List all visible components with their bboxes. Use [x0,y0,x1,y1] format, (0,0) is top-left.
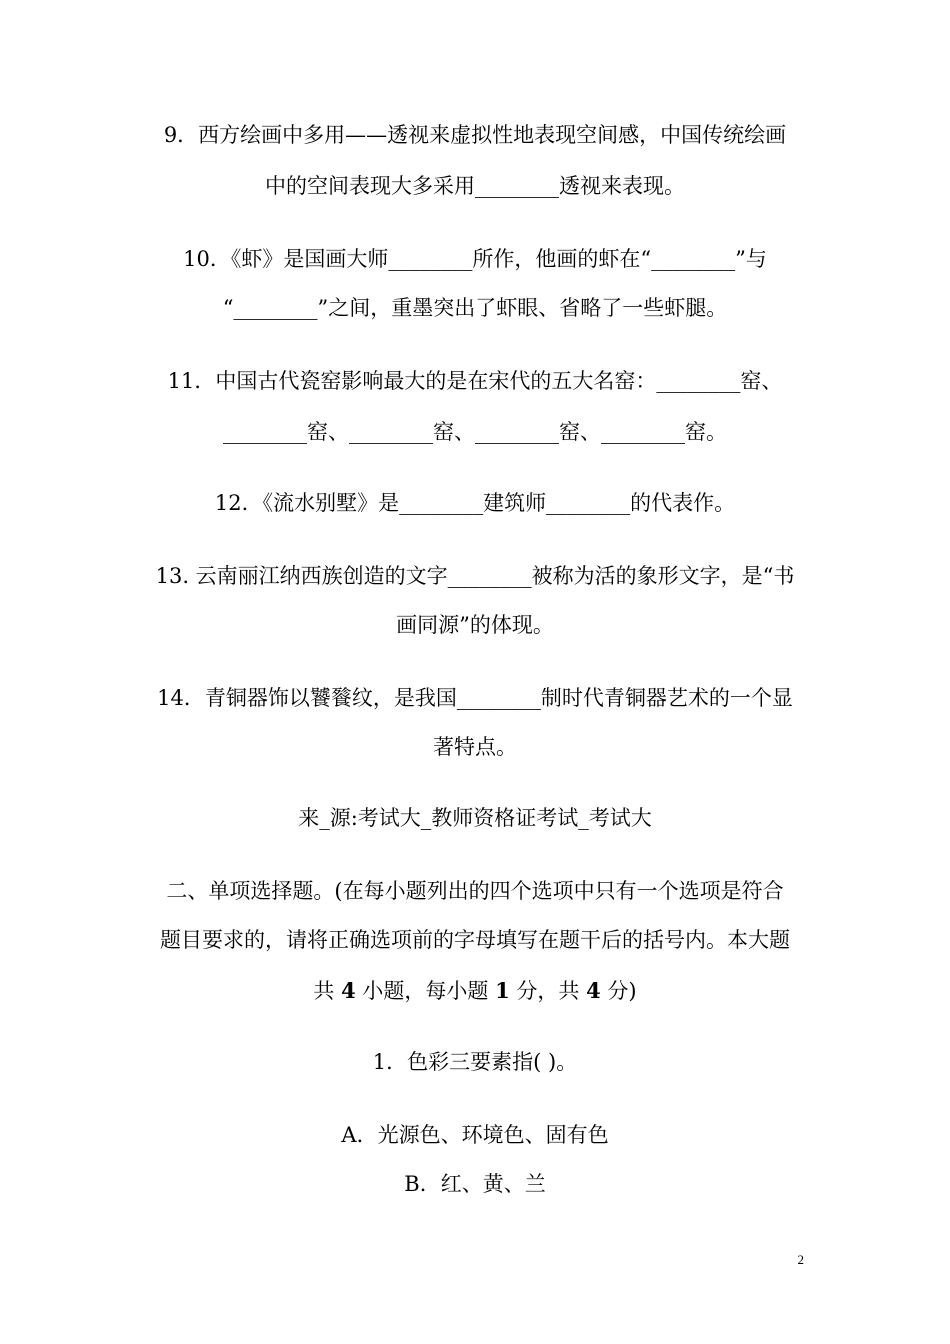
note-mid-2: 分，共 [516,979,580,1003]
question-14-line-1: 14．青铜器饰以饕餮纹，是我国________制时代青铜器艺术的一个显 [157,686,793,710]
page-number: 2 [797,1252,804,1267]
note-prefix: 共 [313,979,335,1003]
section-2-heading-line-3 [0,977,950,1005]
section-2-heading-line-2: 题目要求的，请将正确选项前的字母填写在题干后的括号内。本大题 [160,928,790,952]
question-9-line-1: 9．西方绘画中多用——透视来虚拟性地表现空间感，中国传统绘画 [163,123,787,147]
question-10-line-2: “________”之间，重墨突出了虾眼、省略了一些虾腿。 [222,296,728,320]
question-11-line-2: ________窑、________窑、________窑、________窑。 [223,420,727,444]
note-suffix: 分) [607,979,637,1003]
note-mid-1: 小题，每小题 [362,979,489,1003]
mc-option-a: A．光源色、环境色、固有色 [341,1123,609,1147]
mc-question-1: 1．色彩三要素指( )。 [372,1050,578,1074]
question-14-line-2: 著特点。 [433,735,517,759]
question-9-line-2: 中的空间表现大多采用________透视来表现。 [265,174,685,198]
note-count: 4 [341,978,356,1003]
note-total: 4 [586,978,601,1003]
question-10-line-1: 10．《虾》是国画大师________所作，他画的虾在“________”与 [183,247,767,271]
section-2-heading-line-1: 二、单项选择题。(在每小题列出的四个选项中只有一个选项是符合 [166,879,784,903]
mc-option-b: B．红、黄、兰 [404,1172,546,1196]
question-12-line: 12．《流水别墅》是________建筑师________的代表作。 [214,491,736,515]
note-points-each: 1 [495,978,510,1003]
question-11-line-1: 11．中国古代瓷窑影响最大的是在宋代的五大名窑：________窑、 [167,369,783,393]
source-line: 来_源:考试大_教师资格证考试_考试大 [298,806,652,830]
question-13-line-2: 画同源”的体现。 [396,613,554,637]
question-13-line-1: 13. 云南丽江纳西族创造的文字________被称为活的象形文字，是“书 [155,564,795,588]
